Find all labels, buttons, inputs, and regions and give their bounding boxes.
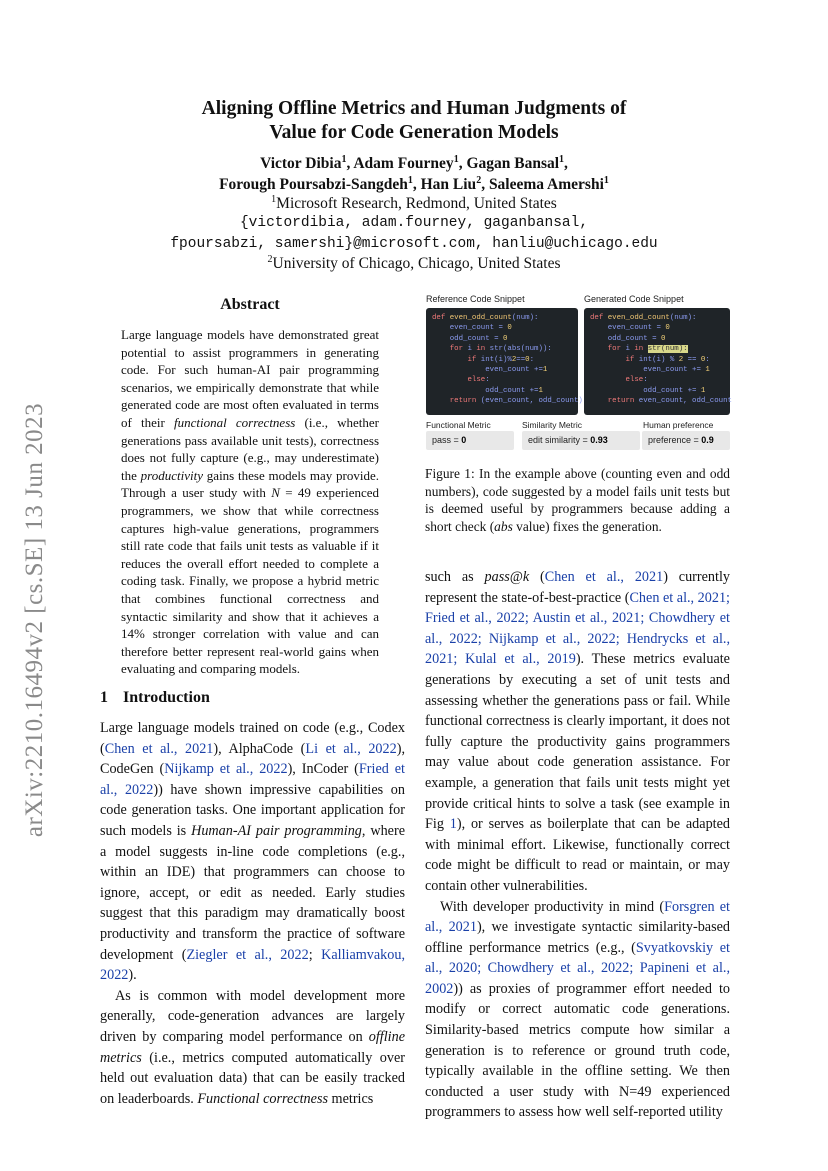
similarity-metric-label: Similarity Metric xyxy=(522,420,582,430)
citation-link[interactable]: Chen et al., 2021 xyxy=(544,569,664,585)
affil-mark: 1 xyxy=(603,174,609,186)
code-line: even_count +=1 xyxy=(432,366,548,375)
author: Forough Poursabzi-Sangdeh xyxy=(219,176,408,193)
affiliation-text: Microsoft Research, Redmond, United States xyxy=(276,195,557,212)
affil-mark: 2 xyxy=(267,253,273,265)
emails-line-2: fpoursabzi, samershi}@microsoft.com, hanliu@uchicago.edu xyxy=(170,236,658,252)
citation-link[interactable]: Forsgren et al., 2021 xyxy=(425,898,730,936)
arxiv-id: arXiv:2210.16494v2 [cs.SE] 13 Jun 2023 xyxy=(21,402,48,838)
citation-link[interactable]: Chen et al., 2021; Fried et al., 2022; Austin et al., 2021; Chowdhery et al., 2022; Nijkamp et al., 2022; Hendrycks et al., 2021; Kulal et al., 2019 xyxy=(425,589,730,668)
citation-link[interactable]: Chen et al., 2021 xyxy=(104,740,214,757)
paragraph: With developer productivity in mind (Forsgren et al., 2021), we investigate syntactic similarity-based offline performance metrics (e.g., (Svyatkovskiy et al., 2020; Chowdhery et al., 2022; Papineni et al., 2002)) as proxies of programmer effort needed to modify or correct automatic code generations. Similarity-based metrics compute how similar a generation is to reference or ground truth code, typically available in the offline setting. We then conducted a user study with N=49 experienced programmers to assess how well self-reported utility xyxy=(425,898,730,1121)
citation-link[interactable]: Svyatkovskiy et al., 2020; Chowdhery et al., 2022; Papineni et al., 2002 xyxy=(425,939,730,997)
citation-link[interactable]: Kalliamvakou, 2022 xyxy=(100,946,405,984)
code-line: for i in str(num): xyxy=(607,345,688,354)
author: Victor Dibia xyxy=(260,155,342,172)
author-emails xyxy=(80,213,748,255)
section-number: 1 xyxy=(100,689,108,706)
citation-link[interactable]: Nijkamp et al., 2022 xyxy=(164,761,288,778)
code-line: odd_count += 1 xyxy=(590,386,706,395)
code-line: if int(i)%2==0: xyxy=(467,355,535,364)
affil-mark: 1 xyxy=(559,153,565,165)
pass-value: 0 xyxy=(461,435,467,445)
human-preference-label: Human preference xyxy=(643,420,714,430)
abstract-heading: Abstract xyxy=(220,296,280,313)
section-title: Introduction xyxy=(123,689,210,706)
author: Saleema Amershi xyxy=(488,176,604,193)
abstract-body: Large language models have demonstrated great potential to assist programmers in generating code. For such human-AI pair programming scenarios, we empirically demonstrate that while generated code are most often evaluated in terms of their functional correctness (i.e., whether generations pass available unit tests), correctness does not fully capture (e.g., may underestimate) the productivity gains these models may provide. Through a user study with N = 49 experienced programmers, we show that while correctness captures high-value generations, programmers still rate code that fails unit tests as valuable if it reduces the overall effort needed to complete a coding task. Finally, we propose a hybrid metric that combines functional correctness and syntactic similarity and show that it achieves a 14% stronger correlation with value and can therefore better represent real-world gains when evaluating and comparing models. xyxy=(121,327,380,677)
affiliation-uchicago xyxy=(100,253,728,274)
code-line: even_count = 0 xyxy=(432,324,512,333)
similarity-metric-box: edit similarity = 0.93 xyxy=(522,431,640,450)
code-line: return even_count, odd_count xyxy=(607,397,732,406)
functional-metric-box: pass = 0 xyxy=(426,431,514,450)
title-line-2: Value for Code Generation Models xyxy=(269,122,559,143)
paper-title xyxy=(100,97,728,145)
affil-mark: 1 xyxy=(407,174,413,186)
author: Han Liu xyxy=(420,176,477,193)
affiliation-text: University of Chicago, Chicago, United States xyxy=(272,255,561,272)
author: Adam Fourney xyxy=(353,155,454,172)
paragraph: As is common with model development more generally, code-generation advances are largely driven by comparing model performance on offline metrics (i.e., metrics computed automatically over held out evaluation data) that can be easily tracked on leaderboards. Functional correctness metrics xyxy=(100,987,405,1107)
functional-metric-label: Functional Metric xyxy=(426,420,491,430)
author: Gagan Bansal xyxy=(466,155,560,172)
edit-similarity-value: 0.93 xyxy=(590,435,608,445)
reference-snippet-label: Reference Code Snippet xyxy=(426,294,525,304)
paragraph: such as pass@k (Chen et al., 2021) currently represent the state-of-best-practice (Chen et al., 2021; Fried et al., 2022; Austin et al., 2021; Chowdhery et al., 2022; Nijkamp et al., 2022; Hendrycks et al., 2021; Kulal et al., 2019). These metrics evaluate generations by executing a set of unit tests and assessing whether the generations pass or fail. While functional correctness is clearly important, it does not fully capture the productivity gains programmers may value about code generation assistance. For example, a generation that fails unit tests might yet provide critical hints to solve a task (see example in Fig 1), or serves as boilerplate that can be adapted with minimal effort. Likewise, functionally correct code might be difficult to read or maintain, or may contain other vulnerabilities. xyxy=(425,569,730,894)
affil-mark: 1 xyxy=(341,153,347,165)
code-line: odd_count +=1 xyxy=(432,386,543,395)
affil-mark: 2 xyxy=(476,174,482,186)
code-line: else: xyxy=(467,376,490,385)
citation-link[interactable]: Ziegler et al., 2022 xyxy=(186,946,309,963)
code-line: even_count = 0 xyxy=(590,324,670,333)
paragraph: Large language models trained on code (e.g., Codex (Chen et al., 2021), AlphaCode (Li et al., 2022), CodeGen (Nijkamp et al., 2022), InCoder (Fried et al., 2022)) have shown impressive capabilities on code generation tasks. One important application for such models is Human-AI pair programming, where a model suggests in-line code completions (e.g., within an IDE) that programmers can choose to ignore, accept, or edit as needed. Early studies suggest that this paradigm may dramatically boost productivity and transform the practice of software development (Ziegler et al., 2022; Kalliamvakou, 2022). xyxy=(100,720,405,984)
figure-1-caption: Figure 1: In the example above (counting even and odd numbers), code suggested by a model fails unit tests but is deemed useful by programmers because adding a short check (abs value) fixes the generation. xyxy=(425,466,730,534)
code-line: return (even_count, odd_count) xyxy=(449,397,583,406)
code-line: odd_count = 0 xyxy=(590,334,666,343)
citation-link[interactable]: Li et al., 2022 xyxy=(305,740,397,757)
code-line: def even_odd_count(num): xyxy=(590,314,697,322)
affiliation-microsoft xyxy=(100,193,728,214)
code-line: for i in str(abs(num)): xyxy=(449,345,552,354)
section-heading-introduction xyxy=(100,689,210,707)
human-preference-box: preference = 0.9 xyxy=(642,431,730,450)
preference-value: 0.9 xyxy=(701,435,714,445)
arxiv-stamp xyxy=(10,380,60,860)
affil-mark: 1 xyxy=(271,193,277,205)
reference-code xyxy=(426,308,583,407)
code-line: even_count += 1 xyxy=(590,366,710,375)
citation-link[interactable]: Fried et al., 2022 xyxy=(100,761,405,798)
intro-left-column xyxy=(100,718,405,1109)
code-line: odd_count = 0 xyxy=(432,334,508,343)
generated-snippet-label: Generated Code Snippet xyxy=(584,294,684,304)
affil-mark: 1 xyxy=(453,153,459,165)
author-list: Victor Dibia$^1$, Adam Fourney$^1$, Gagan Bansal$^1$, Forough Poursabzi-Sangdeh$^1$, Han Liu$^2$, Saleema Amershi$^1$ xyxy=(219,153,609,193)
generated-code-block xyxy=(584,308,730,415)
code-line: if int(i) % 2 == 0: xyxy=(625,355,710,364)
code-line: def even_odd_count(num): xyxy=(432,314,539,322)
figure-reference-link[interactable]: 1 xyxy=(449,816,457,833)
code-line: else: xyxy=(625,376,648,385)
generated-code xyxy=(584,308,730,407)
intro-right-column xyxy=(425,567,730,1123)
reference-code-block xyxy=(426,308,583,415)
emails-line-1: {victordibia, adam.fourney, gaganbansal, xyxy=(239,215,589,231)
title-line-1: Aligning Offline Metrics and Human Judgments of xyxy=(201,98,627,119)
